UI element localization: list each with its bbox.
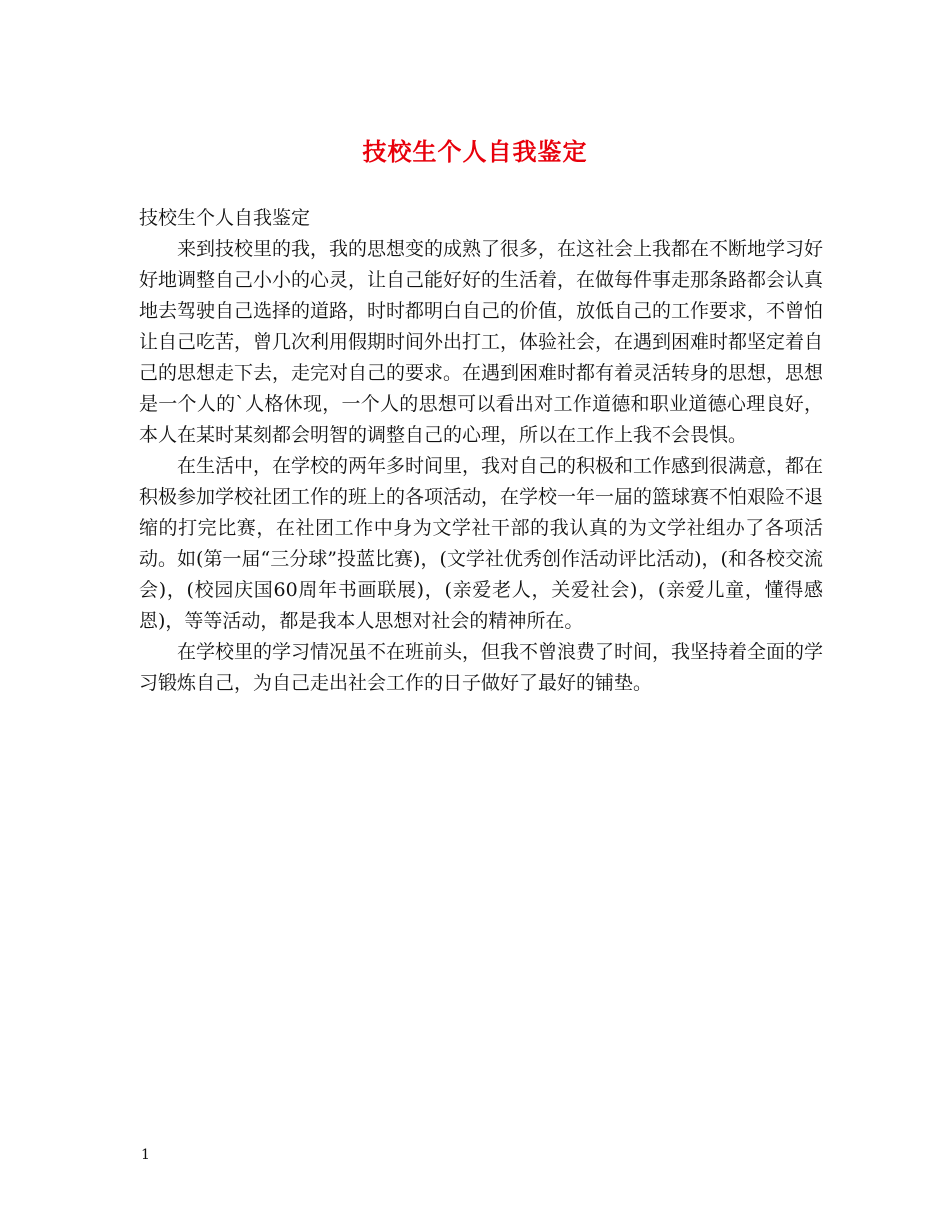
paragraph-2: 在生活中，在学校的两年多时间里，我对自己的积极和工作感到很满意，都在积极参加学校社团工作的班上的各项活动，在学校一年一届的篮球赛不怕艰险不退缩的打完比赛，在社团工作中身为文学社干部的我认真的为文学社组办了各项活动。如(第一届“三分球”投蓝比赛)，(文学社优秀创作活动评比活动)，(和各校交流会)，(校园庆国60周年书画联展)，(亲爱老人，关爱社会)，(亲爱儿童，懂得感恩)，等等活动，都是我本人思想对社会的精神所在。	[139, 455, 824, 632]
document-title: 技校生个人自我鉴定	[362, 137, 588, 166]
page-number: 1	[141, 1147, 150, 1163]
paragraph-1: 来到技校里的我，我的思想变的成熟了很多，在这社会上我都在不断地学习好好地调整自己小小的心灵，让自己能好好的生活着，在做每件事走那条路都会认真地去驾驶自己选择的道路，时时都明白自己的价值，放低自己的工作要求，不曾怕让自己吃苦，曾几次利用假期时间外出打工，体验社会，在遇到困难时都坚定着自己的思想走下去，走完对自己的要求。在遇到困难时都有着灵活转身的思想，思想是一个人的`人格休现，一个人的思想可以看出对工作道德和职业道德心理良好，本人在某时某刻都会明智的调整自己的心理，所以在工作上我不会畏惧。	[139, 238, 824, 446]
paragraph-3: 在学校里的学习情况虽不在班前头，但我不曾浪费了时间，我坚持着全面的学习锻炼自己，为自己走出社会工作的日子做好了最好的铺垫。	[139, 641, 824, 694]
document-body	[139, 203, 823, 699]
document-subtitle: 技校生个人自我鉴定	[139, 207, 311, 229]
